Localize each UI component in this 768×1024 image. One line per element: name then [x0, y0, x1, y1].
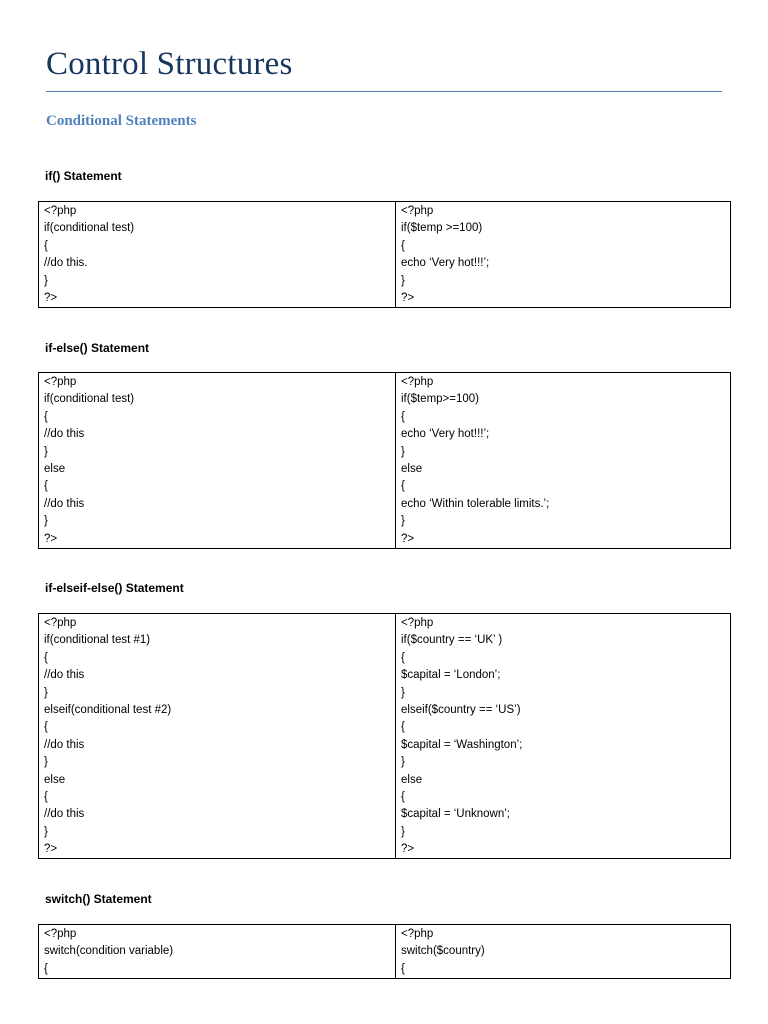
title-rule [46, 91, 722, 92]
page-title: Control Structures [46, 46, 293, 82]
code-line: ?> [401, 843, 415, 856]
code-line: ?> [44, 843, 58, 856]
code-line: } [44, 686, 48, 699]
code-line: else [401, 462, 423, 475]
code-line: { [44, 239, 48, 252]
code-line: else [44, 773, 66, 786]
code-line: { [44, 790, 48, 803]
code-line: echo ‘Within tolerable limits.’; [401, 497, 550, 510]
code-line: else [401, 773, 423, 786]
code-line: { [401, 962, 405, 975]
code-line: elseif($country == ‘US’) [401, 703, 521, 716]
if-else-statement-heading: if-else() Statement [45, 341, 150, 355]
code-line: ?> [44, 291, 58, 304]
syntax-cell [39, 614, 396, 859]
code-line: } [401, 515, 405, 528]
code-line: echo ‘Very hot!!!’; [401, 257, 490, 270]
code-line: } [44, 445, 48, 458]
code-line: <?php [44, 617, 77, 629]
code-line: else [44, 462, 66, 475]
code-line: $capital = ‘London’; [401, 669, 501, 682]
code-line: { [401, 651, 405, 664]
if-else-statement-code-table [38, 372, 731, 549]
code-line: } [44, 515, 48, 528]
if-elseif-else-statement-code-table [38, 613, 731, 859]
if-statement-heading: if() Statement [45, 169, 122, 183]
code-line: <?php [401, 376, 434, 388]
syntax-cell [39, 202, 396, 308]
code-line: if(conditional test #1) [44, 634, 151, 647]
code-line: if(conditional test) [44, 393, 135, 406]
code-line: { [401, 239, 405, 252]
code-line: if($country == ‘UK’ ) [401, 634, 503, 647]
if-elseif-else-statement-heading: if-elseif-else() Statement [45, 581, 184, 595]
code-line: //do this [44, 738, 85, 751]
code-line: $capital = ‘Washington’; [401, 738, 523, 751]
code-line: { [401, 480, 405, 493]
section-subtitle: Conditional Statements [46, 113, 197, 129]
table-row [39, 925, 731, 979]
code-line: } [44, 756, 48, 769]
code-line: <?php [401, 617, 434, 629]
code-line: } [401, 825, 405, 838]
code-line: { [44, 721, 48, 734]
code-line: $capital = ‘Unknown’; [401, 808, 510, 821]
code-line: switch(condition variable) [44, 945, 174, 958]
code-line: //do this [44, 428, 85, 441]
code-line: } [44, 274, 48, 287]
syntax-cell [39, 373, 396, 549]
code-line: ?> [401, 532, 415, 545]
code-line: switch($country) [401, 945, 485, 958]
code-line: { [401, 790, 405, 803]
table-row [39, 614, 731, 859]
example-cell [396, 614, 731, 859]
example-cell [396, 202, 731, 308]
example-cell [396, 373, 731, 549]
code-line: <?php [401, 205, 434, 217]
code-line: echo ‘Very hot!!!’; [401, 428, 490, 441]
code-line: { [44, 962, 48, 975]
table-row [39, 202, 731, 308]
code-line: //do this [44, 497, 85, 510]
code-line: if(conditional test) [44, 222, 135, 235]
code-line: } [401, 445, 405, 458]
code-line: //do this [44, 669, 85, 682]
code-line: } [401, 686, 405, 699]
code-line: } [44, 825, 48, 838]
example-cell [396, 925, 731, 979]
code-line: <?php [44, 376, 77, 388]
code-line: <?php [401, 928, 434, 940]
table-row [39, 373, 731, 549]
code-line: ?> [401, 291, 415, 304]
if-statement-code-table [38, 201, 731, 308]
code-line: if($temp>=100) [401, 393, 479, 406]
code-line: { [44, 651, 48, 664]
code-line: //do this. [44, 257, 88, 270]
code-line: <?php [44, 928, 77, 940]
code-line: { [44, 480, 48, 493]
code-line: //do this [44, 808, 85, 821]
code-line: { [44, 410, 48, 423]
code-line: elseif(conditional test #2) [44, 703, 172, 716]
switch-statement-code-table [38, 924, 731, 979]
code-line: { [401, 410, 405, 423]
code-line: if($temp >=100) [401, 222, 483, 235]
syntax-cell [39, 925, 396, 979]
code-line: { [401, 721, 405, 734]
code-line: ?> [44, 532, 58, 545]
code-line: } [401, 274, 405, 287]
code-line: } [401, 756, 405, 769]
code-line: <?php [44, 205, 77, 217]
switch-statement-heading: switch() Statement [45, 892, 152, 906]
